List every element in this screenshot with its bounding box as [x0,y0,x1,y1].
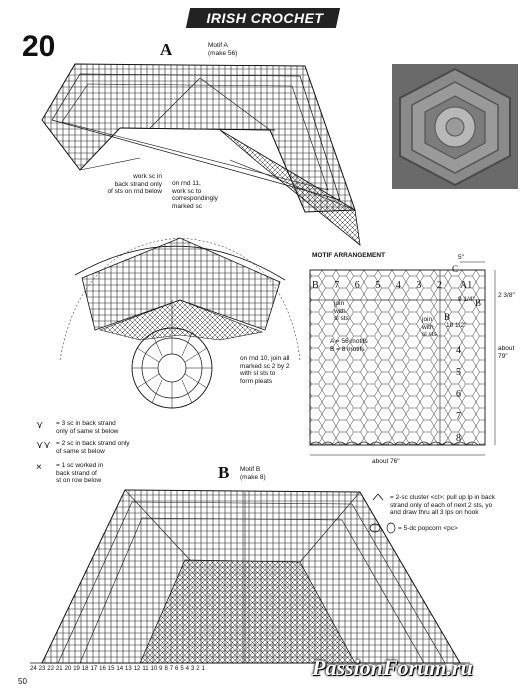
arrangement-legend: A = 56 motifs B = 8 motifs [330,338,368,353]
motif-a-caption: Motif A [208,42,228,49]
note-rnd-10: on rnd 10, join all marked sc 2 by 2 with sl sts to form pleats [240,355,290,385]
arrangement-right-labels: 4 5 6 7 8 [456,345,461,444]
arrangement-join-left: join with sl sts [334,300,349,322]
three-sc-symbol-icon: ⋎ [36,420,44,431]
page-number: 50 [18,677,27,686]
two-sc-symbol-icon: ⋎⋎ [36,440,51,451]
arrangement-corner-b2: B [444,312,451,322]
arrangement-inner-dim-1: 9 1/4" [458,296,475,303]
arrangement-top-labels: B 7 6 5 4 3 2 [312,280,442,291]
arrangement-corner-b1: B [475,298,482,308]
motif-photo-image [392,64,518,189]
motif-a-make: (make 56) [208,50,238,57]
motif-b-make: (make 8) [240,474,266,481]
motif-a-chart [42,64,360,245]
arrangement-side-dim: 2 3/8" [498,292,515,299]
motif-a-letter: A [160,40,173,59]
arrangement-inner-dim-2: 10 1/2" [446,322,467,329]
note-rnd-11: on rnd 11, work sc to correspondingly marked sc [172,180,218,210]
motif-b-row-numbers: 24 23 22 21 20 19 18 17 16 15 14 13 12 11 10 9 8 7 6 5 4 3 2 1 [30,666,205,672]
arrangement-label-a1: A1 [460,280,473,291]
pattern-number: 20 [22,30,56,63]
arrangement-title: MOTIF ARRANGEMENT [312,252,386,259]
one-sc-symbol-icon: × [36,462,42,473]
arrangement-corner-c: C [452,264,459,274]
arrangement-height: about 79" [498,345,515,360]
site-watermark[interactable]: PassionForum.ru [312,655,473,680]
legend-cluster: = 2-sc cluster <cl>: pull up lp in back strand only of each of next 2 sts, yo and draw thru all 3 lps on hook [390,494,495,516]
motif-b-letter: B [218,463,230,482]
arrangement-join-right: join with sl sts [422,316,437,338]
note-back-strand: work sc in back strand only of sts on rnd below [107,173,162,195]
motif-photo [392,64,518,189]
cluster-symbol-icon [373,494,383,500]
arrangement-width: about 76" [372,458,400,465]
page-header-title: IRISH CROCHET [206,10,324,26]
arrangement-top-dim: 5" [458,254,464,261]
legend-popcorn: = 5-dc popcorn <pc> [398,525,458,532]
motif-b-caption: Motif B [240,466,261,473]
